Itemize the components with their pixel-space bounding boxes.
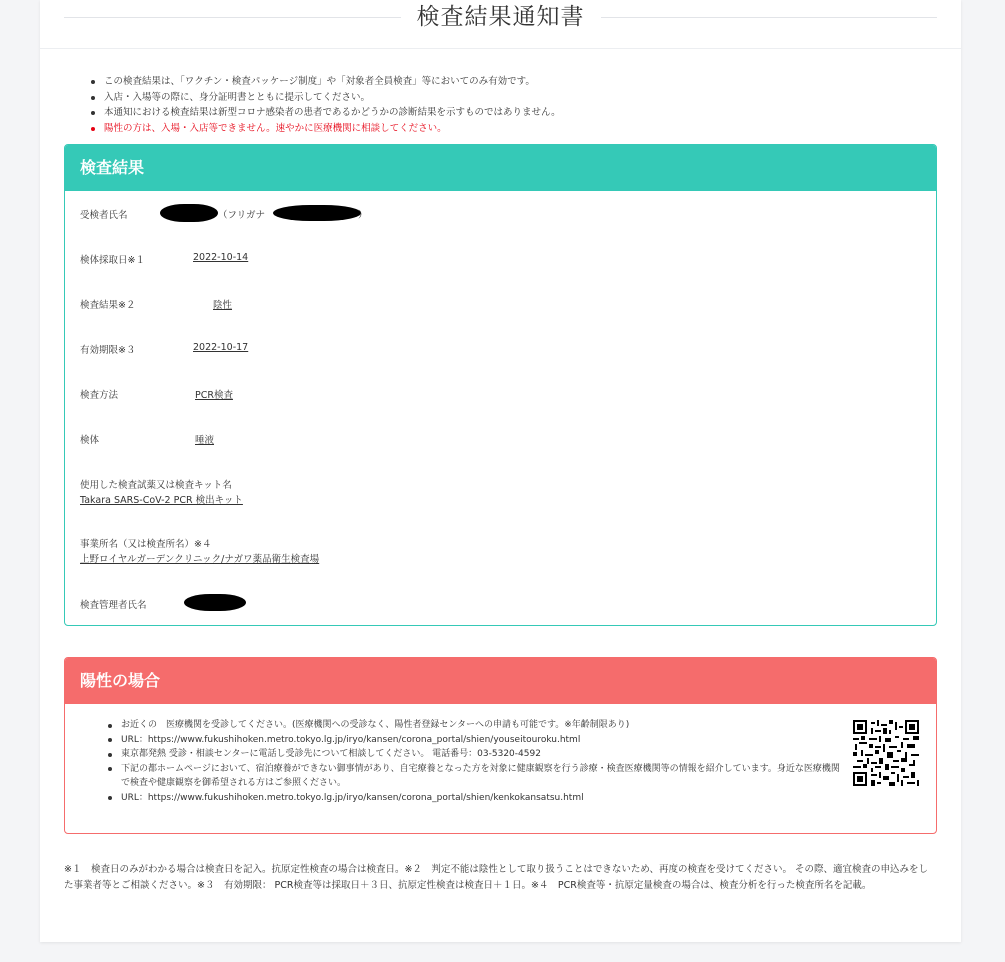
- expiry-label: 有効期限※３: [80, 345, 136, 356]
- test-result-row: [80, 297, 480, 313]
- footnote: ※１ 検査日のみがわかる場合は検査日を記入。抗原定性検査の場合は検査日。※２ 判定不能は陰性として取り扱うことはできないため、再度の検査を受けてください。 その際、適宜検査の申込みをした事業者等とご相談ください。※３ 有効期限： PCR検査等は採取日＋３日、抗原定性検査は検査日＋１日。※４ PCR検査等・抗原定量検査の場合は、検査分析を行った検査所名を記載。: [64, 864, 929, 891]
- title-rule-right: [601, 17, 938, 18]
- result-card-heading: 検査結果: [65, 145, 936, 191]
- specimen-row: [80, 432, 480, 448]
- manager-label: 検査管理者氏名: [80, 600, 147, 611]
- positive-url-link[interactable]: URL：https://www.fukushihoken.metro.tokyo.lg.jp/iryo/kansen/corona_portal/shien/kenkokansatsu.html: [105, 791, 845, 806]
- method-row: [80, 387, 480, 403]
- notice-list: [88, 74, 928, 136]
- office-row: [80, 536, 680, 568]
- sample-date-value: 2022-10-14: [193, 252, 249, 263]
- furigana-open: （フリガナ: [218, 210, 266, 221]
- positive-item: 下記の都ホームページにおいて、宿泊療養ができない御事情があり、自宅療養となった方を対象に健康観察を行う診療・検査医療機関等の情報を紹介しています。身近な医療機関で検査や健康観察を御希望される方はご参照ください。: [105, 762, 845, 791]
- kit-row: [80, 477, 680, 509]
- title-divider: [40, 48, 961, 49]
- test-result-label: 検査結果※２: [80, 300, 136, 311]
- notice-item: 入店・入場等の際に、身分証明書とともに提示してください。: [88, 90, 928, 106]
- office-label: 事業所名（又は検査所名）※４: [80, 539, 212, 550]
- specimen-label: 検体: [80, 435, 100, 446]
- method-label: 検査方法: [80, 390, 119, 401]
- sample-date-row: [80, 252, 480, 268]
- notice-item: この検査結果は、「ワクチン・検査パッケージ制度」や「対象者全員検査」等においてのみ有効です。: [88, 74, 928, 90]
- positive-card-heading: 陽性の場合: [65, 658, 936, 704]
- notice-item-warning: 陽性の方は、入場・入店等できません。速やかに医療機関に相談してください。: [88, 121, 928, 137]
- specimen-value: 唾液: [195, 435, 215, 446]
- notice-item: 本通知における検査結果は新型コロナ感染者の患者であるかどうかの診断結果を示すものではありません。: [88, 105, 928, 121]
- title-row: [64, 0, 937, 34]
- sample-date-label: 検体採取日※１: [80, 255, 145, 266]
- name-label: 受検者氏名: [80, 210, 128, 221]
- office-value: 上野ロイヤルガーデンクリニック/ナガワ薬品衛生検査場: [80, 554, 320, 565]
- positive-instructions: [105, 718, 845, 805]
- kit-value: Takara SARS-CoV-2 PCR 検出キット: [80, 495, 243, 506]
- redacted-manager-name: [184, 594, 246, 611]
- result-card: [64, 144, 937, 626]
- expiry-value: 2022-10-17: [193, 342, 249, 353]
- positive-item: お近くの 医療機関を受診してください。(医療機関への受診なく、陽性者登録センターへの申請も可能です。※年齢制限あり): [105, 718, 845, 733]
- manager-row: [80, 597, 480, 613]
- expiry-row: [80, 342, 480, 358]
- method-value: PCR検査: [195, 390, 233, 401]
- redacted-name: [160, 204, 218, 222]
- kit-label: 使用した検査試薬又は検査キット名: [80, 480, 232, 491]
- qr-code-icon: [853, 720, 919, 786]
- positive-item: 東京都発熱 受診・相談センターに電話し受診先について相談してください。 電話番号：03-5320-4592: [105, 747, 845, 762]
- positive-url-link[interactable]: URL：https://www.fukushihoken.metro.tokyo.lg.jp/iryo/kansen/corona_portal/shien/youseitouroku.html: [105, 733, 845, 748]
- document-sheet: [40, 0, 961, 942]
- positive-card: [64, 657, 937, 834]
- redacted-furigana: [273, 205, 361, 221]
- title-rule-left: [64, 17, 401, 18]
- name-row: [80, 207, 480, 223]
- page-title: 検査結果通知書: [416, 4, 585, 30]
- test-result-value: 陰性: [213, 300, 233, 311]
- furigana-close: ）: [358, 210, 368, 221]
